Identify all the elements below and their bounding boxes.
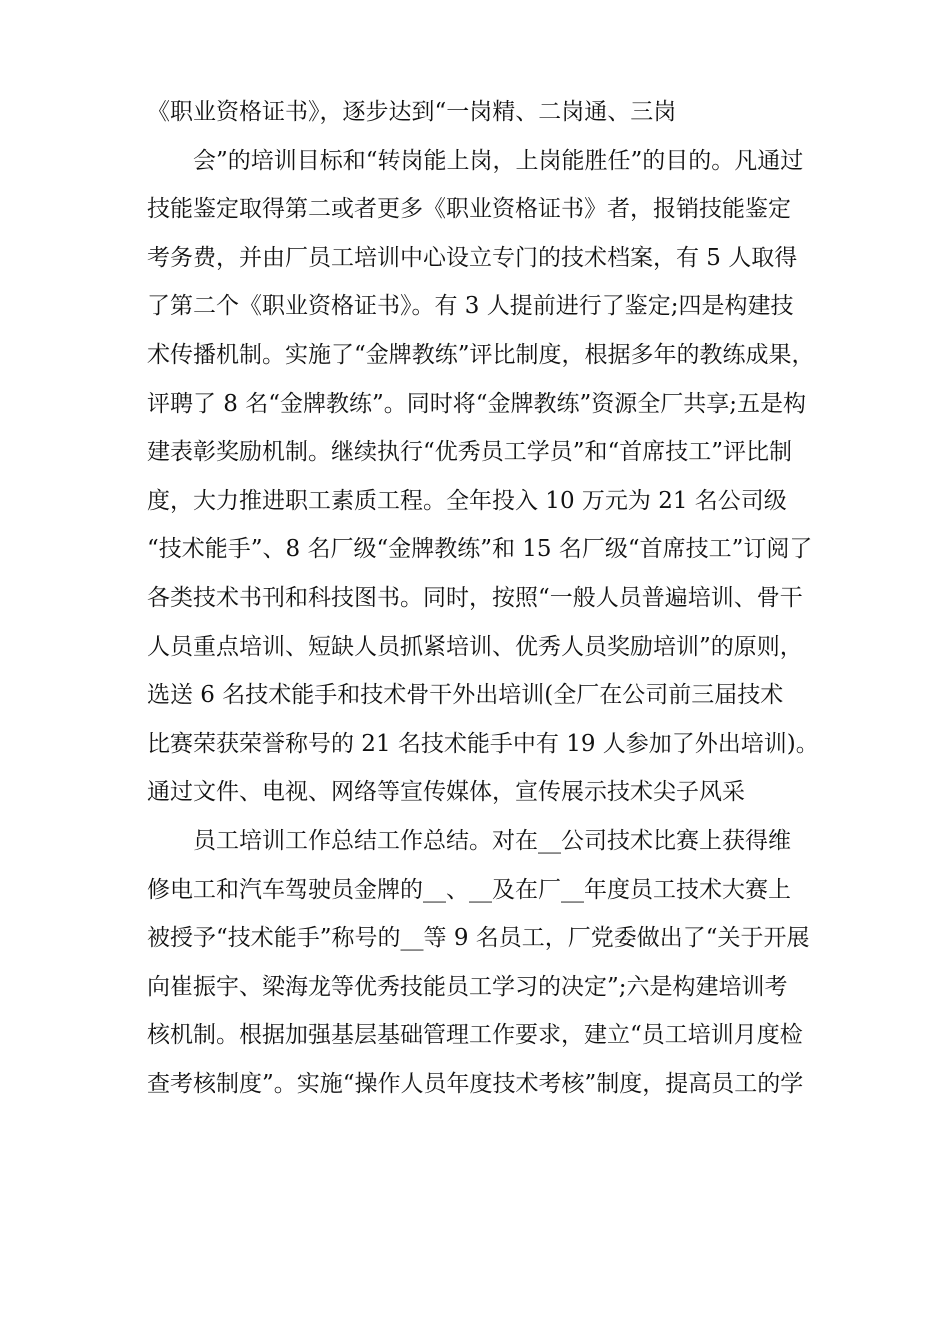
text-line: 了第二个《职业资格证书》。有 3 人提前进行了鉴定;四是构建技 [147,293,794,320]
text-line: “技术能手”、8 名厂级“金牌教练”和 15 名厂级“首席技工”订阅了 [147,536,813,563]
text-line: 通过文件、电视、网络等宣传媒体，宣传展示技术尖子风采 [147,779,745,806]
text-line: 术传播机制。实施了“金牌教练”评比制度，根据多年的教练成果， [147,341,815,368]
text-line: 修电工和汽车驾驶员金牌的__、__及在厂__年度员工技术大赛上 [147,876,791,903]
text-line: 《职业资格证书》，逐步达到“一岗精、二岗通、三岗 [147,99,677,125]
text-line: 员工培训工作总结工作总结。对在__公司技术比赛上获得维 [193,827,791,854]
text-line: 选送 6 名技术能手和技术骨干外出培训(全厂在公司前三届技术 [147,682,784,709]
text-line: 查考核制度”。实施“操作人员年度技术考核”制度，提高员工的学 [147,1070,804,1097]
text-line: 技能鉴定取得第二或者更多《职业资格证书》者，报销技能鉴定 [147,196,791,223]
text-line: 度，大力推进职工素质工程。全年投入 10 万元为 21 名公司级 [147,487,787,514]
text-line: 评聘了 8 名“金牌教练”。同时将“金牌教练”资源全厂共享;五是构 [147,390,807,417]
text-line: 建表彰奖励机制。继续执行“优秀员工学员”和“首席技工”评比制 [147,439,793,466]
text-line: 考务费，并由厂员工培训中心设立专门的技术档案，有 5 人取得 [147,244,798,271]
text-line: 人员重点培训、短缺人员抓紧培训、优秀人员奖励培训”的原则， [147,633,803,660]
text-line: 比赛荣获荣誉称号的 21 名技术能手中有 19 人参加了外出培训)。 [147,730,819,757]
text-line: 被授予“技术能手”称号的__等 9 名员工，厂党委做出了“关于开展 [147,925,810,952]
text-line: 各类技术书刊和科技图书。同时，按照“一般人员普遍培训、骨干 [147,584,803,611]
text-line: 向崔振宇、梁海龙等优秀技能员工学习的决定”;六是构建培训考 [147,973,788,1000]
text-line: 会”的培训目标和“转岗能上岗，上岗能胜任”的目的。凡通过 [193,147,804,174]
text-line: 核机制。根据加强基层基础管理工作要求，建立“员工培训月度检 [147,1022,803,1049]
body-text [147,88,827,1108]
